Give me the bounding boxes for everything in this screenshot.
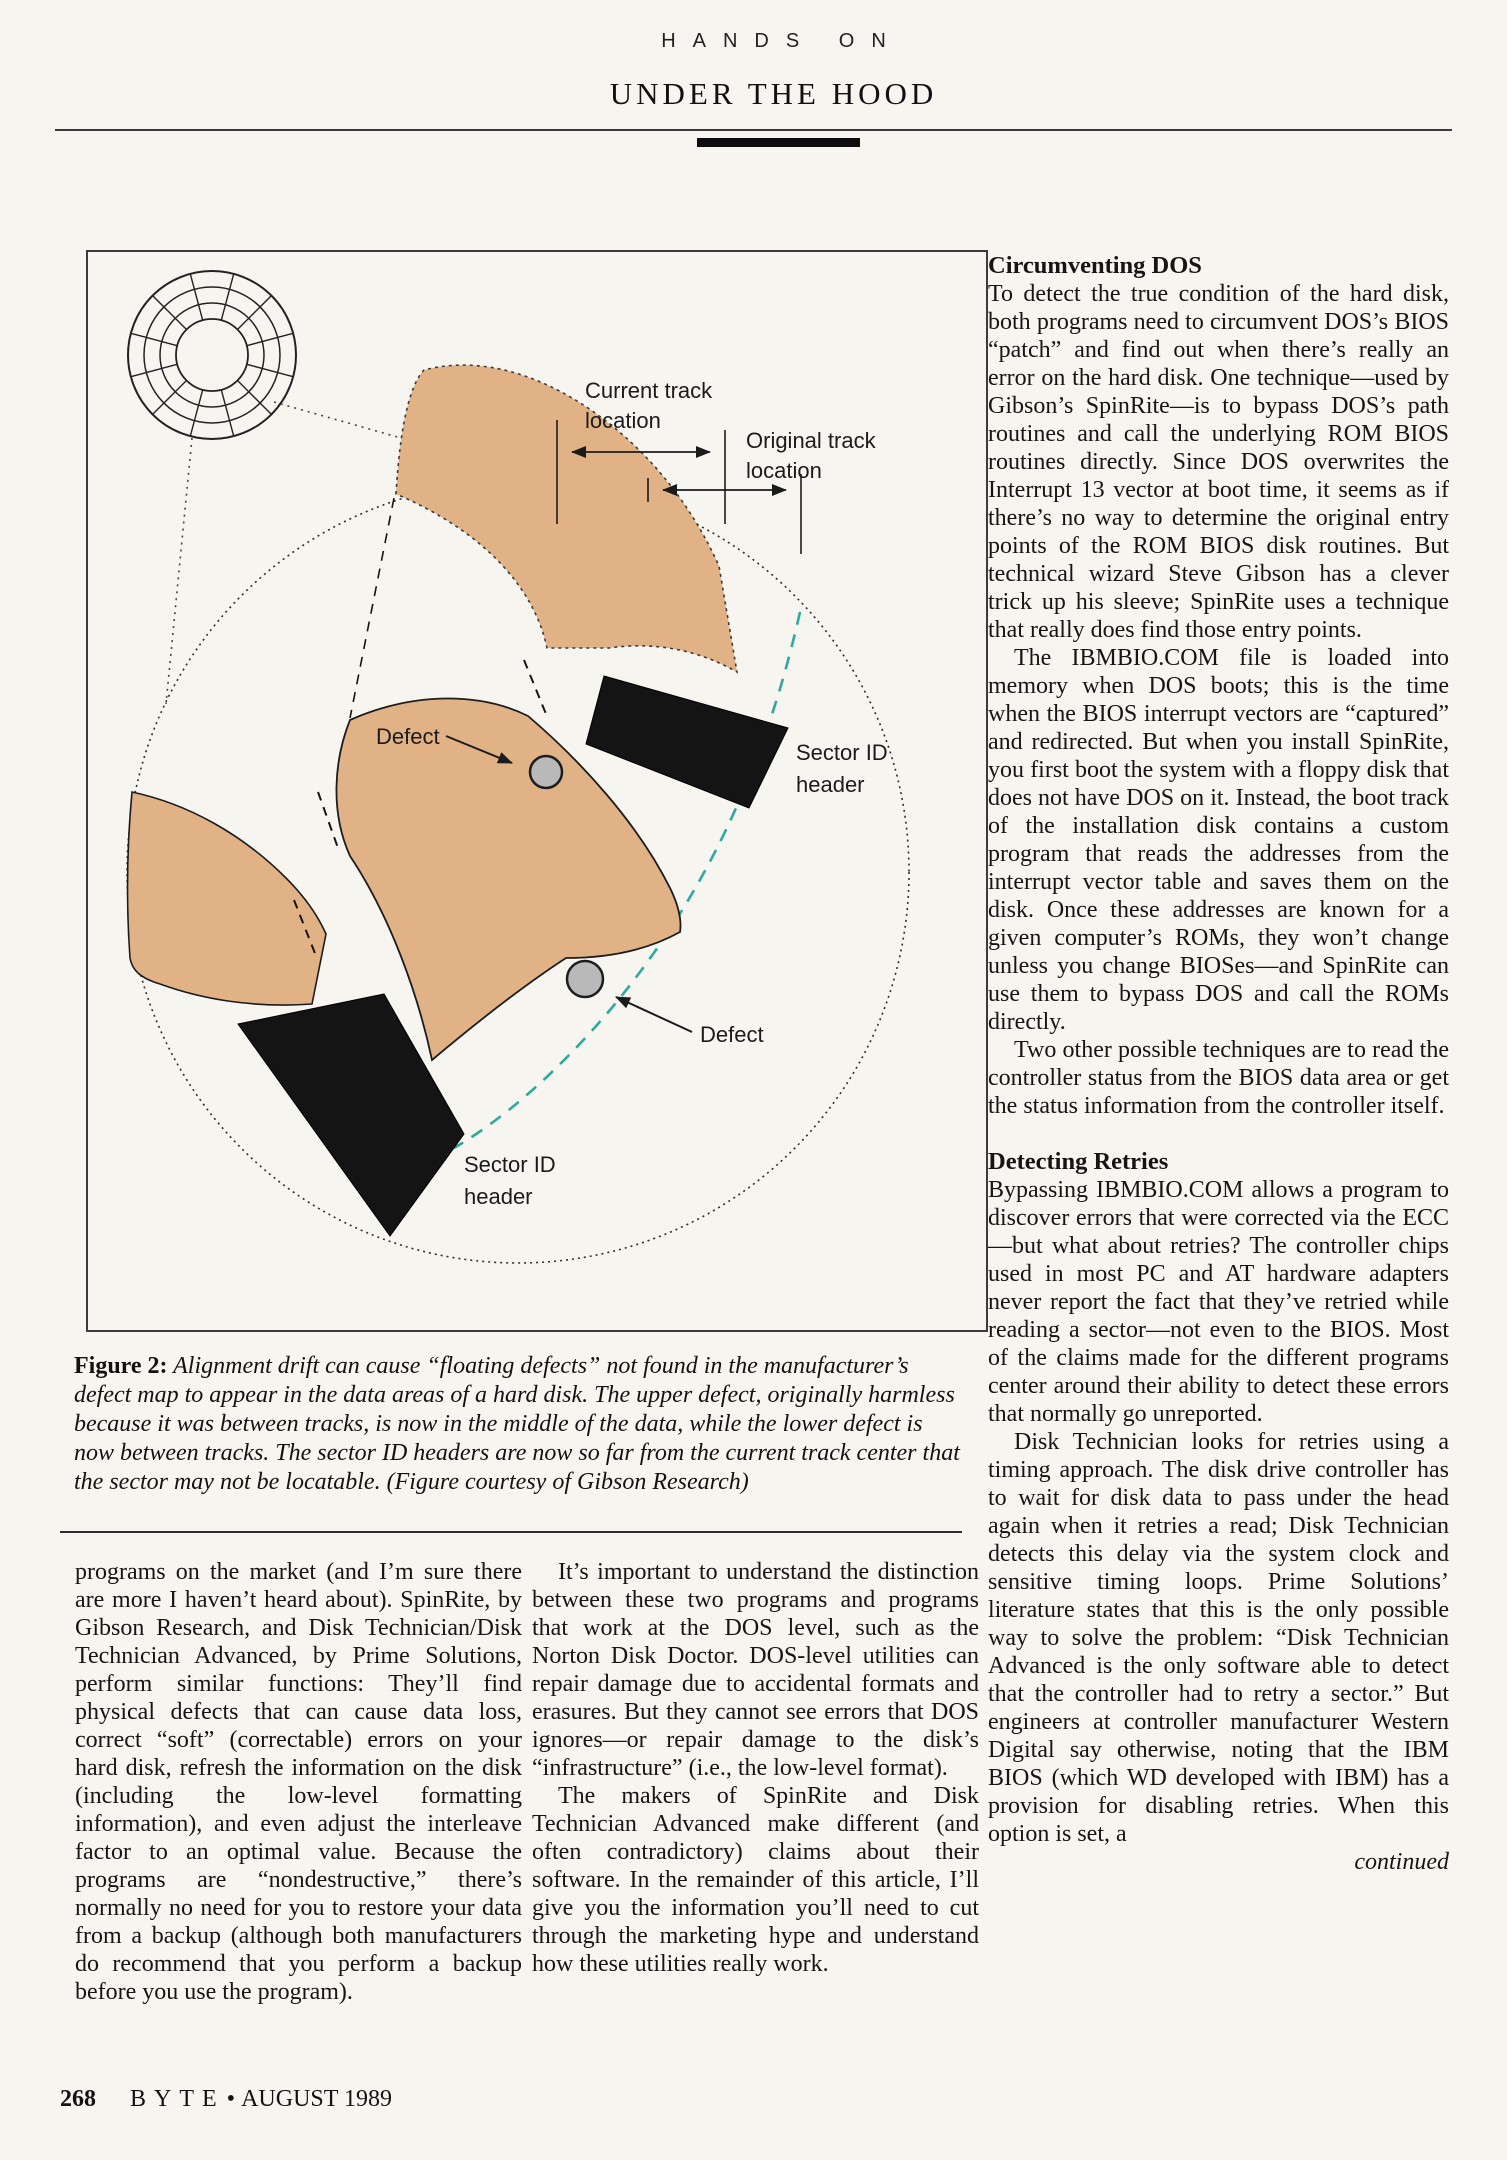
paragraph: programs on the market (and I’m sure there are more I haven’t heard about). SpinRite, by Gibson Research, and Disk Technician/Disk Technician Advanced, by Prime Solutions, perform similar functions: They’ll find physical defects that can cause data loss, correct “soft” (correctable) errors on your hard disk, refresh the information on the disk (including the low-level formatting information), and even adjust the interleave factor to an optimal value. Because the programs are “nondestructive,” there’s normally no need for you to restore your data from a backup (although both manufacturers do recommend that you perform a backup before you use the program).: [75, 1559, 522, 2005]
disk-figure-svg: [88, 252, 986, 1330]
label-sector-id-bottom-line2: header: [464, 1184, 533, 1209]
label-original-track-line1: Original track: [746, 428, 876, 453]
sector-id-header-upper: [586, 676, 788, 808]
caption-divider: [60, 1531, 962, 1533]
platter-icon: [128, 271, 296, 439]
footer-separator: •: [226, 2086, 236, 2112]
label-defect-upper: Defect: [376, 724, 440, 749]
issue-date: AUGUST 1989: [241, 2086, 392, 2112]
track-segment-left: [128, 792, 326, 1005]
label-sector-id-right-line2: header: [796, 772, 865, 797]
page-number: 268: [60, 2086, 96, 2112]
masthead: [45, 30, 1502, 112]
magazine-name: BYTE: [130, 2086, 225, 2112]
label-sector-id-right-line1: Sector ID: [796, 740, 888, 765]
paragraph: Bypassing IBMBIO.COM allows a program to discover errors that were corrected via the ECC—but what about retries? The controller chips used in most PC and AT hardware adapters never report the fact that they’ve retried while reading a sector—not even to the BIOS. Most of the claims made for the different programs center around their ability to detect these errors that normally go unreported.: [988, 1177, 1449, 1427]
defect-dot-upper: [530, 756, 562, 788]
paragraph: To detect the true condition of the hard disk, both programs need to circumvent DOS’s BIOS “patch” and find out when there’s really an error on the hard disk. One technique—used by Gibson’s SpinRite—is to bypass DOS’s path routines and call the underlying ROM BIOS routines directly. Since DOS overwrites the Interrupt 13 vector at boot time, it seems as if there’s no way to determine the original entry points of the ROM BIOS disk routines. But technical wizard Steve Gibson has a clever trick up his sleeve; SpinRite uses a technique that really does find those entry points.: [988, 281, 1449, 643]
paragraph: It’s important to understand the distinction between these two programs and programs that work at the DOS level, such as the Norton Disk Doctor. DOS-level utilities can repair damage due to accidental formats and erasures. But they cannot see errors that DOS ignores—or repair damage to the disk’s “infrastructure” (i.e., the low-level format).: [532, 1559, 979, 1781]
paragraph: Two other possible techniques are to read the controller status from the BIOS data area or get the status information from the controller itself.: [988, 1037, 1449, 1119]
figure-caption: [74, 1352, 966, 1497]
section-heading-detecting-retries: Detecting Retries: [988, 1148, 1169, 1175]
section-heading-circumventing-dos: Circumventing DOS: [988, 252, 1202, 279]
masthead-kicker: HANDS ON: [661, 30, 903, 52]
masthead-ornament-bar: [697, 138, 860, 147]
article-column-right: [988, 252, 1449, 1876]
page-footer: [60, 2086, 392, 2113]
zoom-callout-line-left: [166, 438, 192, 704]
figure-box: [86, 250, 988, 1332]
label-current-track-line1: Current track: [585, 378, 713, 403]
defect-dot-lower: [567, 961, 603, 997]
figure-caption-label: Figure 2:: [74, 1353, 168, 1379]
article-column-middle: [532, 1558, 979, 1978]
paragraph: The IBMBIO.COM file is loaded into memory when DOS boots; this is the time when the BIOS interrupt vectors are “captured” and redirected. But when you install SpinRite, you first boot the system with a floppy disk that does not have DOS on it. Instead, the boot track of the installation disk contains a custom program that reads the addresses from the interrupt vector table and saves them on the disk. Once these addresses are known for a given computer’s ROMs, they won’t change unless you change BIOSes—and SpinRite can use them to bypass DOS and call the ROMs directly.: [988, 645, 1449, 1035]
label-original-track-line2: location: [746, 458, 822, 483]
label-current-track-line2: location: [585, 408, 661, 433]
label-defect-lower: Defect: [700, 1022, 764, 1047]
page-title: UNDER THE HOOD: [609, 76, 938, 111]
defect-lower-pointer-arrow: [616, 997, 692, 1032]
article-column-left: [75, 1558, 522, 2006]
paragraph: The makers of SpinRite and Disk Technician Advanced make different (and often contradictory) claims about their software. In the remainder of this article, I’ll give you the information you’ll need to cut through the marketing hype and understand how these utilities really work.: [532, 1783, 979, 1977]
track-segment-top: [396, 365, 737, 672]
figure-caption-text: Alignment drift can cause “floating defects” not found in the manufacturer’s defect map to appear in the data areas of a hard disk. The upper defect, originally harmless because it was between tracks, is now in the middle of the data, while the lower defect is now between tracks. The sector ID headers are now so far from the current track center that the sector may not be locatable. (Figure courtesy of Gibson Research): [74, 1353, 960, 1495]
continued-marker: continued: [1354, 1849, 1449, 1875]
paragraph: Disk Technician looks for retries using a timing approach. The disk drive controller has to wait for disk data to pass under the head again when it retries a read; Disk Technician detects this delay via the system clock and sensitive timing loops. Prime Solutions’ literature states that this is the only possible way to solve the problem: “Disk Technician Advanced is the only software able to detect that the controller had to retry a sector.” But engineers at controller manufacturer Western Digital say otherwise, noting that the IBM BIOS (which WD developed with IBM) has a provision for disabling retries. When this option is set, a: [988, 1429, 1449, 1847]
masthead-rule: [55, 129, 1452, 131]
label-sector-id-bottom-line1: Sector ID: [464, 1152, 556, 1177]
